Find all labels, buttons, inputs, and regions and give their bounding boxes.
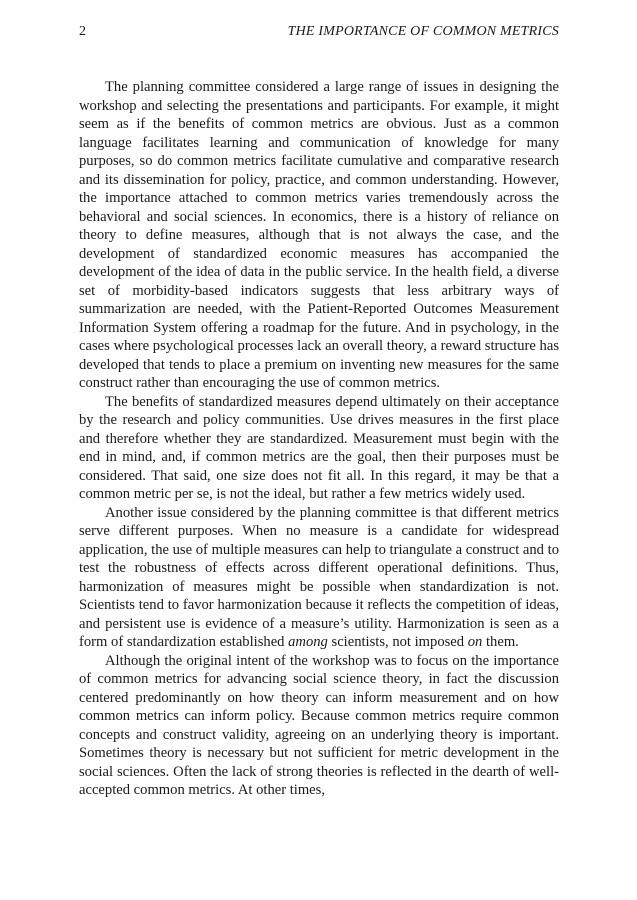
paragraph-3-text-b: scientists, not imposed bbox=[331, 634, 465, 650]
paragraph-3-text-c: them. bbox=[485, 634, 519, 650]
page-number: 2 bbox=[79, 24, 86, 39]
document-page bbox=[79, 22, 559, 800]
paragraph-4: Although the original intent of the workshop was to focus on the importance of common metrics for advancing social science theory, in fact the discussion centered predominantly on how theory can inform measurement and on how common metrics can inform policy. Because common metrics require common concepts and construct validity, agreeing on an underlying theory is important. Sometimes theory is necessary but not sufficient for metric development in the social sciences. Often the lack of strong theories is reflected in the dearth of well-accepted common metrics. At other times, bbox=[79, 652, 559, 798]
emphasis-among: among bbox=[288, 634, 328, 650]
running-header bbox=[79, 22, 559, 42]
running-title: THE IMPORTANCE OF COMMON METRICS bbox=[287, 24, 559, 39]
paragraph-3-text-a: Another issue considered by the planning committee is that different metrics serve different purposes. When no measure is a candidate for widespread application, the use of multiple measures can help to triangulate a construct and to test the robustness of effects across different operational definitions. Thus, harmonization of measures might be possible when standardization is not. Scientists tend to favor harmonization because it reflects the competition of ideas, and persistent use is evidence of a measure’s utility. Harmonization is seen as a form of standardization established bbox=[79, 504, 559, 650]
emphasis-on: on bbox=[467, 634, 483, 650]
paragraph-2: The benefits of standardized measures depend ultimately on their acceptance by the research and policy communities. Use drives measures in the first place and therefore whether they are standardized. Measurement must begin with the end in mind, and, if common metrics are the goal, then their purposes must be considered. That said, one size does not fit all. In this regard, it may be that a common metric per se, is not the ideal, but rather a few metrics widely used. bbox=[79, 393, 559, 502]
paragraph-1: The planning committee considered a large range of issues in designing the workshop and selecting the presentations and participants. For example, it might seem as if the benefits of common metrics are obvious. Just as a common language facilitates learning and communication of knowledge for many purposes, so do common metrics facilitate cumulative and comparative research and its dissemination for policy, practice, and common understanding. However, the importance attached to common metrics varies tremendously across the behavioral and social sciences. In economics, there is a history of reliance on theory to define measures, although that is not always the case, and the development of standardized economic measures has accompanied the development of the idea of data in the public service. In the health field, a diverse set of morbidity-based indicators suggests that less arbitrary ways of summarization are needed, with the Patient-Reported Outcomes Measurement Information System offering a roadmap for the future. And in psychology, in the cases where psychological processes lack an overall theory, a reward structure has developed that tends to place a premium on inventing new measures for the same construct rather than encouraging the use of common metrics. bbox=[79, 79, 559, 391]
body-text bbox=[79, 78, 559, 800]
paragraph-3 bbox=[79, 504, 559, 652]
